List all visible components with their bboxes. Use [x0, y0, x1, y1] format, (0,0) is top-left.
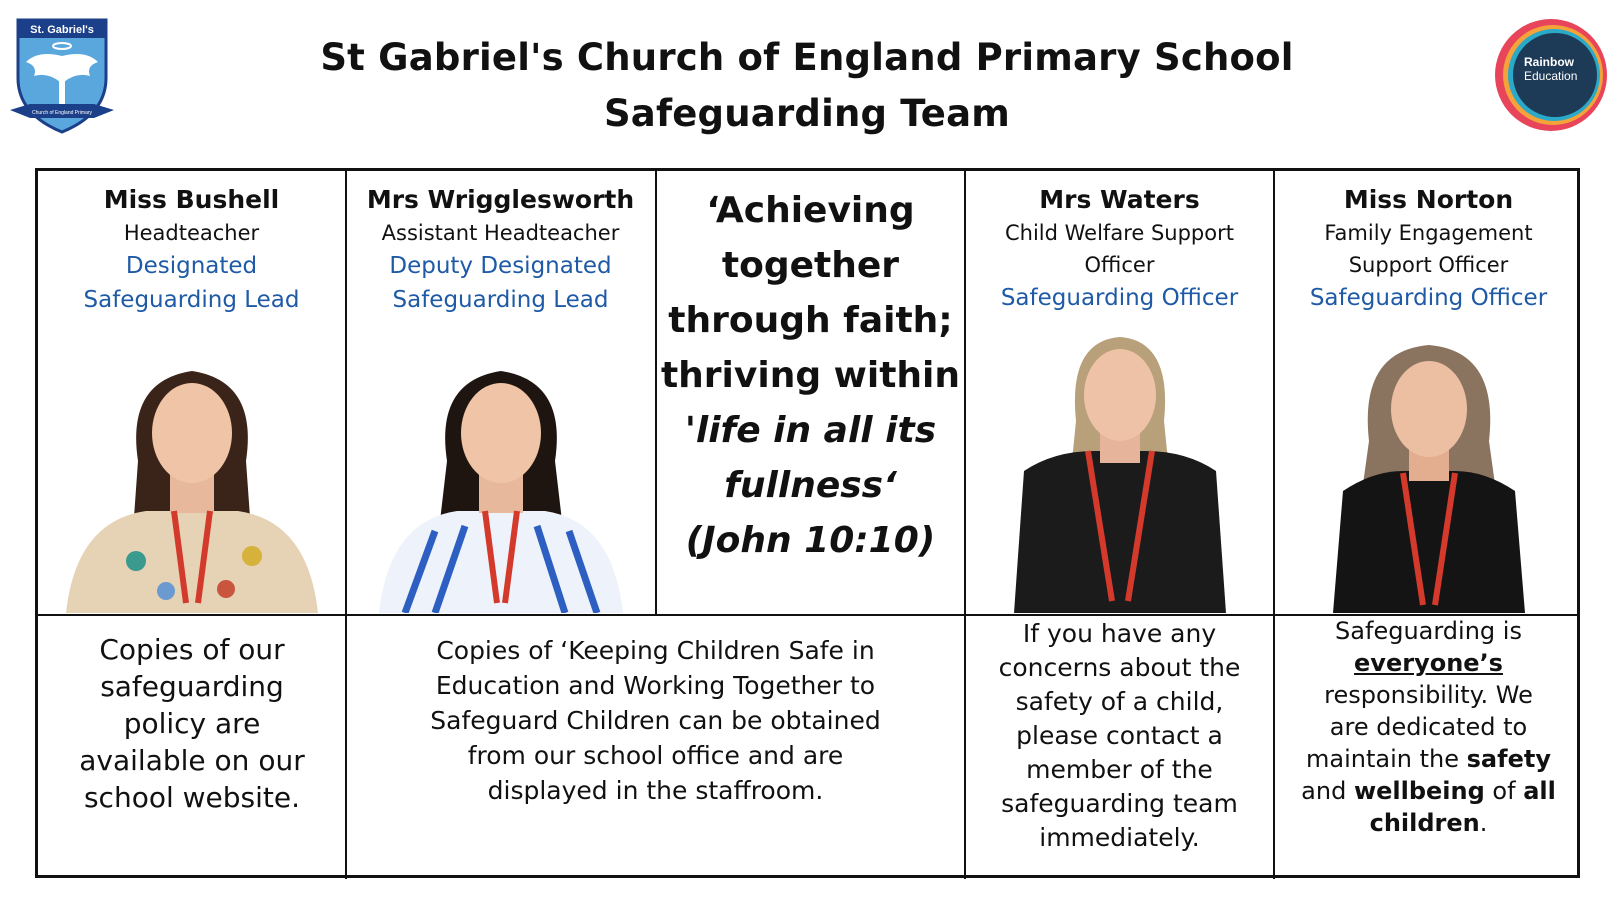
svg-text:St. Gabriel's: St. Gabriel's: [30, 24, 94, 36]
staff-safeguarding-role: Safeguarding Lead: [392, 287, 609, 313]
staff-photo: [984, 311, 1256, 613]
rainbow-education-logo: [1492, 16, 1610, 134]
svg-text:Church of England Primary: Church of England Primary: [31, 110, 93, 116]
staff-name: Miss Bushell: [103, 185, 280, 214]
page-subtitle: Safeguarding Team: [603, 92, 1011, 135]
staff-role: Officer: [1084, 253, 1155, 277]
staff-safeguarding-role: Safeguarding Officer: [1309, 285, 1548, 311]
staff-name: Miss Norton: [1343, 185, 1514, 214]
policy-info: Copies of our safeguarding policy are available on our school website.: [79, 633, 305, 814]
staff-name: Mrs Wrigglesworth: [366, 185, 635, 214]
staff-photo: [56, 341, 328, 613]
concerns-info: If you have any concerns about the safety of a child, please contact a member of the safeguarding team immediately.: [998, 619, 1241, 852]
staff-photo: [1293, 321, 1565, 613]
school-crest-logo: [8, 16, 116, 136]
staff-card-norton: [1275, 183, 1582, 315]
staff-name: Mrs Waters: [1039, 185, 1200, 214]
page-title: St Gabriel's Church of England Primary School: [320, 36, 1294, 79]
staff-safeguarding-role: Designated: [125, 253, 258, 279]
kcsie-info: Copies of ‘Keeping Children Safe in Education and Working Together to Safeguard Children can be obtained from our school office and are displayed in the staffroom.: [430, 636, 881, 805]
motto-reference: (John 10:10): [685, 520, 936, 561]
staff-role: Headteacher: [123, 221, 260, 245]
school-motto: ‘Achieving together through faith; thriving within 'life in all its fullness‘ (John 10:10): [660, 190, 961, 561]
staff-card-bushell: [38, 183, 345, 317]
staff-photo: [365, 341, 637, 613]
staff-role: Support Officer: [1348, 253, 1509, 277]
responsibility-info: Safeguarding is everyone’s responsibility. We are dedicated to maintain the safety and wellbeing of all children.: [1301, 617, 1556, 837]
staff-safeguarding-role: Safeguarding Officer: [1000, 285, 1239, 311]
staff-safeguarding-role: Safeguarding Lead: [83, 287, 300, 313]
svg-text:Education: Education: [1524, 69, 1578, 83]
staff-role: Assistant Headteacher: [381, 221, 620, 245]
staff-role: Child Welfare Support: [1005, 221, 1234, 245]
staff-card-wrigglesworth: [347, 183, 654, 317]
staff-role: Family Engagement: [1324, 221, 1533, 245]
staff-card-waters: [966, 183, 1273, 315]
staff-safeguarding-role: Deputy Designated: [389, 253, 612, 279]
safeguarding-team-grid: [35, 168, 1580, 878]
svg-text:Rainbow: Rainbow: [1524, 55, 1574, 69]
